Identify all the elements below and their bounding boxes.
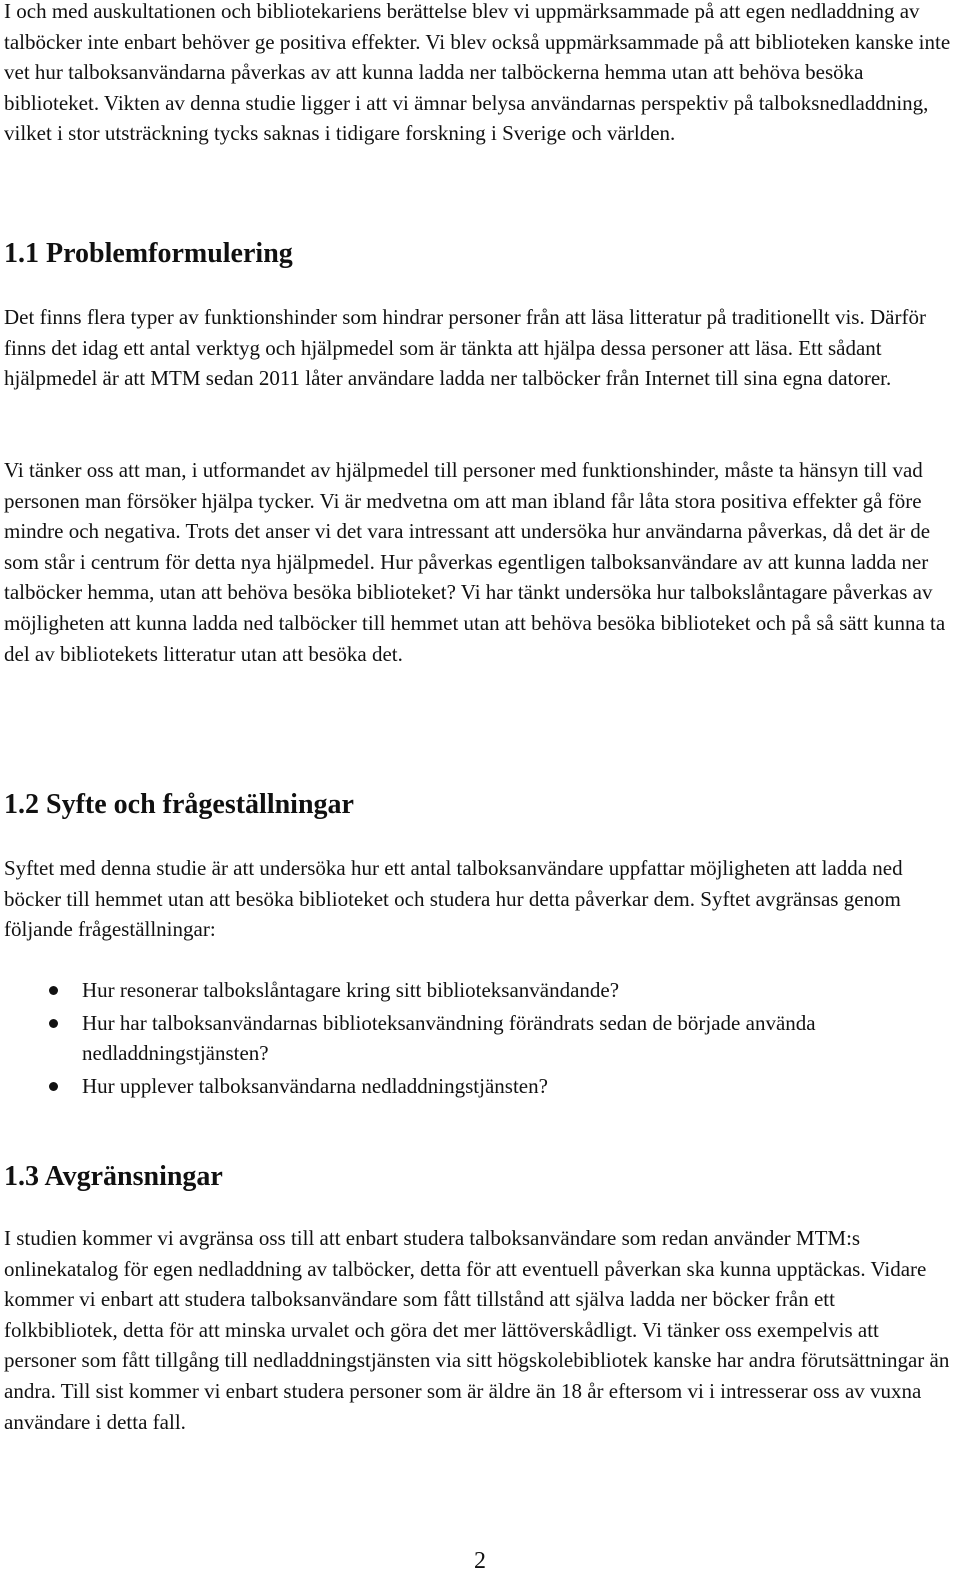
avgransningar-paragraph: I studien kommer vi avgränsa oss till att enbart studera talboksanvändare som redan använder MTM:s onlinekatalog för egen nedladdning av talböcker, detta för att eventuell påverkan ska kunna upptäckas. Vidare kommer vi enbart att studera talboksanvändare som fått tillstånd att själva ladda ner böcker från ett folkbibliotek, detta för att minska urvalet och göra det mer lättöverskådligt. Vi tänker oss exempelvis att personer som fått tillgång till nedladdningstjänsten via sitt högskolebibliotek kanske har andra förutsättningar än andra. Till sist kommer vi enbart studera personer som är äldre än 18 år eftersom vi i intresserar oss av vuxna användare i detta fall.	[4, 1226, 950, 1434]
list-item	[4, 975, 952, 1006]
list-item-text: Hur resonerar talbokslåntagare kring sitt biblioteksanvändande?	[82, 978, 620, 1002]
bullet-icon	[49, 986, 58, 995]
section-heading-syfte: 1.2 Syfte och frågeställningar	[4, 789, 354, 820]
intro-paragraph: I och med auskultationen och bibliotekariens berättelse blev vi uppmärksammade på att egen nedladdning av talböcker inte enbart behöver ge positiva effekter. Vi blev också uppmärksammade på att biblioteken kanske inte vet hur talboksanvändarna påverkas av att kunna ladda ner talböckerna hemma utan att behöva besöka biblioteket. Vikten av denna studie ligger i att vi ämnar belysa användarnas perspektiv på talboksnedladdning, vilket i stor utsträckning tycks saknas i tidigare forskning i Sverige och världen.	[4, 0, 951, 146]
list-item	[4, 1071, 952, 1102]
section-heading-problemformulering: 1.1 Problemformulering	[4, 238, 293, 269]
list-item-text: Hur upplever talboksanvändarna nedladdningstjänsten?	[82, 1073, 548, 1098]
research-questions-list	[4, 975, 952, 1103]
problemformulering-paragraph-1: Det finns flera typer av funktionshinder som hindrar personer från att läsa litteratur på traditionellt vis. Därför finns det idag ett antal verktyg och hjälpmedel som är tänkta att hjälpa dessa personer att läsa. Ett sådant hjälpmedel är att MTM sedan 2011 låter användare ladda ner talböcker från Internet till sina egna datorer.	[4, 305, 926, 391]
bullet-icon	[49, 1019, 58, 1028]
section-heading-avgransningar: 1.3 Avgränsningar	[4, 1161, 223, 1192]
list-item	[4, 1008, 952, 1069]
page-number: 2	[474, 1548, 486, 1574]
syfte-paragraph: Syftet med denna studie är att undersöka hur ett antal talboksanvändare uppfattar möjligheten att ladda ned böcker till hemmet utan att besöka biblioteket och studera hur detta påverkar dem. Syftet avgränsas genom följande frågeställningar:	[4, 856, 903, 942]
bullet-icon	[49, 1082, 58, 1091]
problemformulering-paragraph-2: Vi tänker oss att man, i utformandet av hjälpmedel till personer med funktionshinder, måste ta hänsyn till vad personen man försöker hjälpa tycker. Vi är medvetna om att man ibland får låta stora positiva effekter gå före mindre och negativa. Trots det anser vi det vara intressant att undersöka hur användarna påverkas, då det är de som står i centrum för detta nya hjälpmedel. Hur påverkas egentligen talboksanvändare av att kunna ladda ner talböcker hemma, utan att behöva besöka biblioteket? Vi har tänkt undersöka hur talbokslåntagare påverkas av möjligheten att kunna ladda ned talböcker till hemmet utan att behöva besöka biblioteket och på så sätt kunna ta del av bibliotekets litteratur utan att besöka det.	[4, 458, 946, 666]
list-item-text: Hur har talboksanvändarnas biblioteksanvändning förändrats sedan de började använda nedladdningstjänsten?	[82, 1010, 816, 1066]
